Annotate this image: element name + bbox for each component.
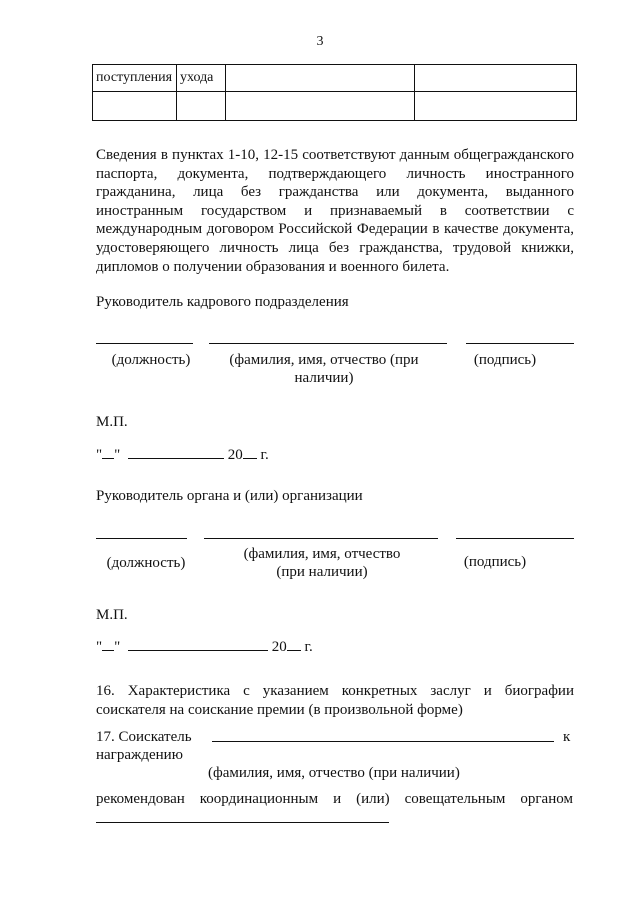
item-16-text: 16. Характеристика с указанием конкретных заслуг и биографии соискателя на соискание премии (в произвольной форме) bbox=[96, 683, 574, 718]
recommended-word: координационным bbox=[199, 791, 319, 807]
date-quote-close: " bbox=[114, 639, 121, 655]
recommended-word: и bbox=[333, 791, 342, 807]
info-paragraph: Сведения в пунктах 1-10, 12-15 соответствуют данным общегражданского паспорта, документа, подтверждающего личность иностранного гражданина, лица без гражданства или документа, выданного иностранным государством и признаваемый в соответствии с международным договором Российской Федерации в качестве документа, удостоверяющего личность лица без гражданства, трудовой книжки, дипломов о получении образования и военного билета. bbox=[96, 147, 574, 275]
table-cell bbox=[415, 65, 577, 92]
recommended-word: совещательным bbox=[404, 791, 506, 807]
hr-position-line bbox=[96, 343, 193, 344]
recommended-word: рекомендован bbox=[96, 791, 185, 807]
organ-name-line bbox=[96, 822, 389, 823]
org-position-caption: (должность) bbox=[106, 555, 186, 571]
table-cell: поступления bbox=[93, 65, 177, 92]
recommended-line bbox=[96, 791, 573, 808]
table-cell bbox=[226, 92, 415, 121]
page-number: 3 bbox=[316, 34, 324, 49]
hr-signature-line bbox=[466, 343, 574, 344]
org-signature-caption: (подпись) bbox=[463, 554, 527, 570]
day-blank bbox=[102, 636, 114, 651]
item-17-caption: (фамилия, имя, отчество (при наличии) bbox=[208, 765, 460, 781]
date-suffix: г. bbox=[304, 639, 313, 655]
hr-position-caption: (должность) bbox=[111, 352, 191, 368]
date-quote-close: " bbox=[114, 447, 121, 463]
org-name-caption: (фамилия, имя, отчество (при наличии) bbox=[243, 546, 401, 580]
table-cell bbox=[226, 65, 415, 92]
table-cell bbox=[93, 92, 177, 121]
org-name-line bbox=[204, 538, 438, 539]
hr-name-line bbox=[209, 343, 447, 344]
item-17-name-line bbox=[212, 741, 554, 742]
dates-table bbox=[92, 64, 577, 121]
hr-seal-label: М.П. bbox=[96, 414, 128, 430]
org-date-line bbox=[96, 636, 313, 656]
org-head-title: Руководитель органа и (или) организации bbox=[96, 488, 363, 504]
date-quote-open: " bbox=[96, 639, 103, 655]
recommended-word: (или) bbox=[356, 791, 390, 807]
table-cell: ухода bbox=[177, 65, 226, 92]
org-position-line bbox=[96, 538, 187, 539]
recommended-word: органом bbox=[520, 791, 573, 807]
item-17-label: 17. Соискатель bbox=[96, 729, 192, 745]
date-suffix: г. bbox=[260, 447, 269, 463]
item-17-line2: награждению bbox=[96, 747, 183, 763]
item-17-suffix: к bbox=[563, 729, 571, 745]
table-cell bbox=[415, 92, 577, 121]
date-year: 20 bbox=[227, 447, 243, 463]
table-row bbox=[93, 92, 577, 121]
year-blank bbox=[243, 444, 257, 459]
table-row bbox=[93, 65, 577, 92]
month-blank bbox=[128, 444, 224, 459]
org-signature-line bbox=[456, 538, 574, 539]
date-year: 20 bbox=[271, 639, 287, 655]
hr-date-line bbox=[96, 444, 269, 464]
hr-signature-caption: (подпись) bbox=[473, 352, 537, 368]
hr-head-title: Руководитель кадрового подразделения bbox=[96, 294, 349, 310]
hr-name-caption: (фамилия, имя, отчество (при наличии) bbox=[229, 352, 419, 386]
date-quote-open: " bbox=[96, 447, 103, 463]
month-blank bbox=[128, 636, 268, 651]
day-blank bbox=[102, 444, 114, 459]
table-cell bbox=[177, 92, 226, 121]
org-seal-label: М.П. bbox=[96, 607, 128, 623]
year-blank bbox=[287, 636, 301, 651]
